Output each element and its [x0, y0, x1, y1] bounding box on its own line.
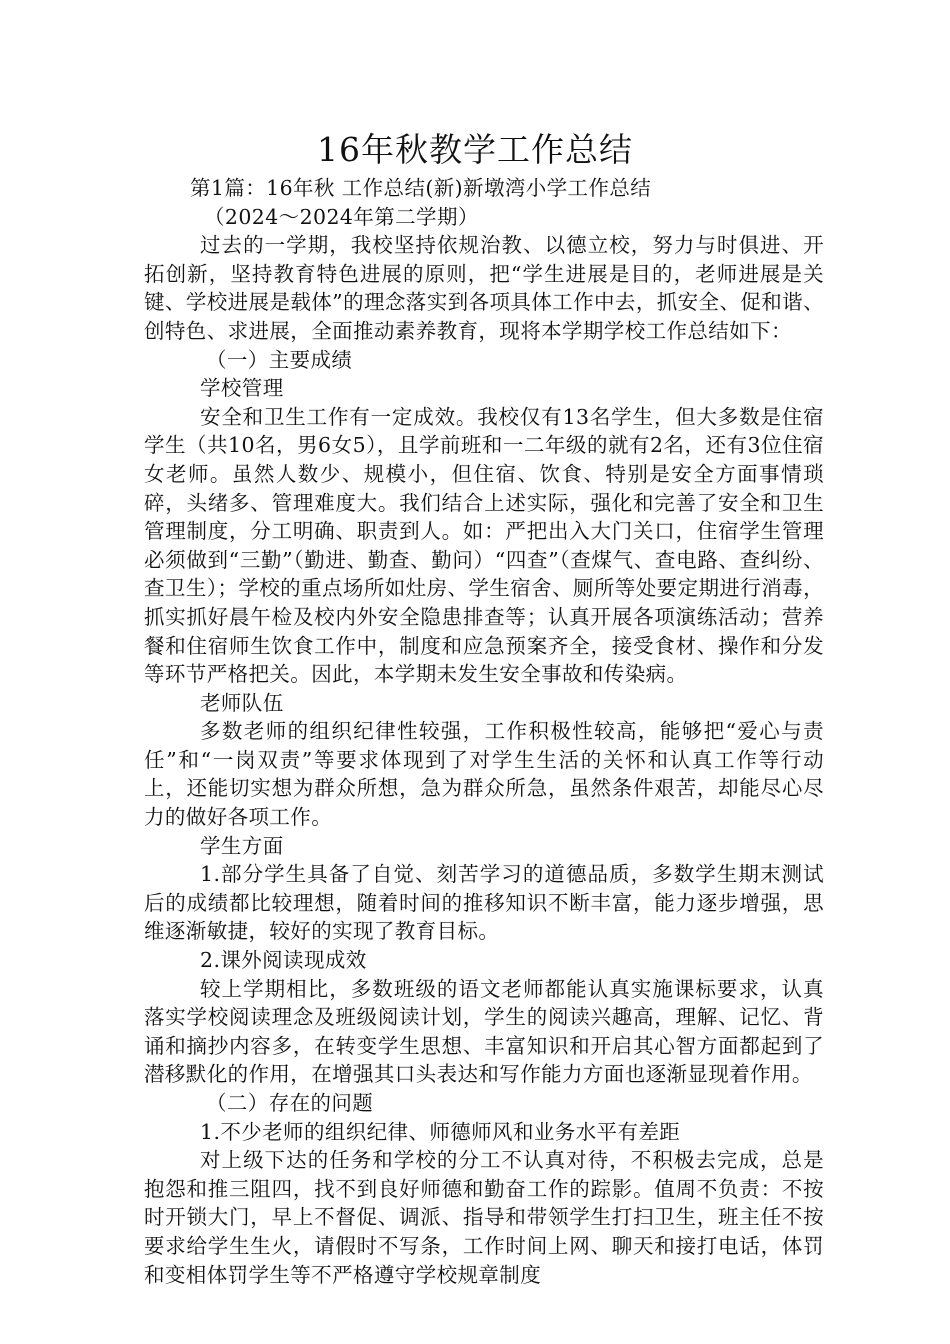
section-heading-problems: （二）存在的问题: [206, 1091, 374, 1115]
students-point-2-paragraph: 较上学期相比，多数班级的语文老师都能认真实施课标要求，认真落实学校阅读理念及班级阅读计划，学生的阅读兴趣高，理解、记忆、背诵和摘抄内容多，在转变学生思想、丰富知识和开启其心智方面都起到了潜移默化的作用，在增强其口头表达和写作能力方面也逐渐显现着作用。: [144, 976, 824, 1087]
problem-1-heading: 1.不少老师的组织纪律、师德师风和业务水平有差距: [200, 1119, 681, 1144]
section-heading-achievements: （一）主要成绩: [206, 347, 353, 372]
intro-paragraph: 过去的一学期，我校坚持依规治教、以德立校，努力与时俱进、开拓创新，坚持教育特色进展的原则，把“学生进展是目的，老师进展是关键、学校进展是载体”的理念落实到各项具体工作中去，抓安全、促和谐、创特色、求进展，全面推动素养教育，现将本学期学校工作总结如下：: [144, 233, 824, 343]
term-label: （2024～2024年第二学期）: [204, 204, 479, 229]
document-body: [144, 174, 824, 1289]
subheading-teachers: 老师队伍: [200, 690, 284, 715]
subheading-students: 学生方面: [200, 833, 284, 858]
document-title: 16年秋教学工作总结: [317, 130, 633, 169]
school-management-paragraph: 安全和卫生工作有一定成效。我校仅有13名学生，但大多数是住宿学生（共10名，男6女5），且学前班和一二年级的就有2名，还有3位住宿女老师。虽然人数少、规模小，但住宿、饮食、特别是安全方面事情琐碎，头绪多、管理难度大。我们结合上述实际，强化和完善了安全和卫生管理制度，分工明确、职责到人。如：严把出入大门关口，住宿学生管理必须做到“三勤”（勤进、勤查、勤问）“四查”（查煤气、查电路、查纠纷、查卫生）；学校的重点场所如灶房、学生宿舍、厕所等处要定期进行消毒，抓实抓好晨午检及校内外安全隐患排查等；认真开展各项演练活动；营养餐和住宿师生饮食工作中，制度和应急预案齐全，接受食材、操作和分发等环节严格把关。因此，本学期未发生安全事故和传染病。: [144, 404, 824, 687]
subheading-school-management: 学校管理: [200, 376, 284, 401]
problem-1-paragraph: 对上级下达的任务和学校的分工不认真对待，不积极去完成，总是抱怨和推三阻四，找不到良好师德和勤奋工作的踪影。值周不负责：不按时开锁大门，早上不督促、调派、指导和带领学生打扫卫生，班主任不按要求给学生生火，请假时不写条，工作时间上网、聊天和接打电话，体罚和变相体罚学生等不严格遵守学校规章制度: [144, 1148, 824, 1287]
teachers-paragraph: 多数老师的组织纪律性较强，工作积极性较高，能够把“爱心与责任”和“一岗双责”等要求体现到了对学生生活的关怀和认真工作等行动上，还能切实想为群众所想，急为群众所急，虽然条件艰苦，却能尽心尽力的做好各项工作。: [144, 719, 824, 830]
students-point-1: 1.部分学生具备了自觉、刻苦学习的道德品质，多数学生期末测试后的成绩都比较理想，随着时间的推移知识不断丰富，能力逐步增强，思维逐渐敏捷，较好的实现了教育目标。: [144, 862, 824, 944]
document-subtitle: 第1篇：16年秋 工作总结(新)新墩湾小学工作总结: [190, 176, 652, 200]
students-point-2-heading: 2.课外阅读现成效: [200, 948, 367, 973]
